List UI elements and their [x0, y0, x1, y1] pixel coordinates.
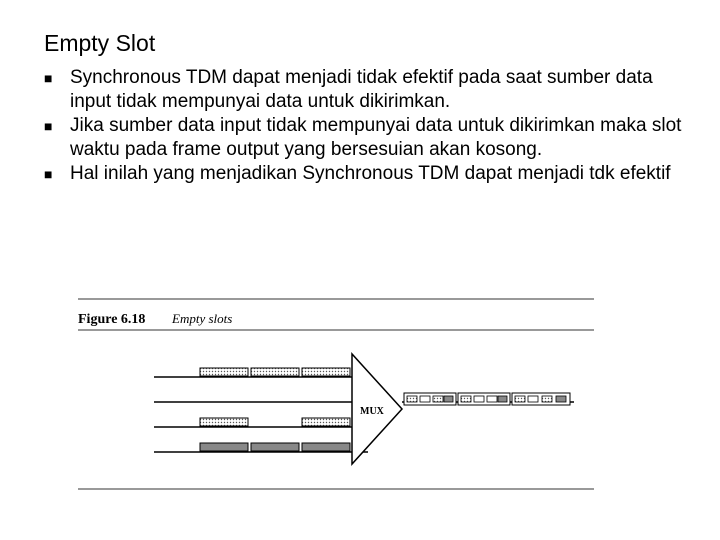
- square-bullet-icon: ■: [44, 70, 53, 86]
- bullet-text: Hal inilah yang menjadikan Synchronous TDM dapat menjadi tdk efektif: [70, 163, 671, 184]
- square-bullet-icon: ■: [44, 118, 53, 134]
- figure-caption: Empty slots: [172, 311, 233, 326]
- bullet-text: Jika sumber data input tidak mempunyai data untuk dikirimkan maka slot waktu pada frame output yang bersesuian akan kosong.: [70, 115, 682, 160]
- slide-title: Empty Slot: [44, 30, 156, 56]
- output-slot: [528, 396, 538, 402]
- bullet-item: [44, 66, 684, 114]
- output-slot: [444, 396, 453, 402]
- bullet-item: [44, 162, 684, 186]
- output-slot: [556, 396, 566, 402]
- output-slot: [433, 396, 443, 402]
- output-slot: [515, 396, 525, 402]
- input-slot: [302, 443, 350, 451]
- tdm-diagram: [76, 292, 596, 496]
- bullet-text: Synchronous TDM dapat menjadi tidak efektif pada saat sumber data input tidak mempunyai data untuk dikirimkan.: [70, 67, 653, 112]
- mux-label: MUX: [360, 406, 384, 417]
- input-slot: [200, 443, 248, 451]
- bullet-item: [44, 114, 684, 162]
- output-slot: [407, 396, 417, 402]
- output-slot: [474, 396, 484, 402]
- output-slot: [420, 396, 430, 402]
- figure-label: Figure 6.18: [78, 312, 146, 327]
- input-slot: [200, 368, 248, 376]
- bullet-list: [44, 66, 684, 186]
- input-slot: [251, 443, 299, 451]
- output-slot: [542, 396, 552, 402]
- output-slot: [461, 396, 471, 402]
- input-slot: [200, 418, 248, 426]
- input-slot: [302, 368, 350, 376]
- input-slot: [302, 418, 350, 426]
- square-bullet-icon: ■: [44, 166, 53, 182]
- output-slot: [487, 396, 497, 402]
- input-slot: [251, 368, 299, 376]
- output-slot: [498, 396, 507, 402]
- figure-empty-slots: [76, 292, 596, 496]
